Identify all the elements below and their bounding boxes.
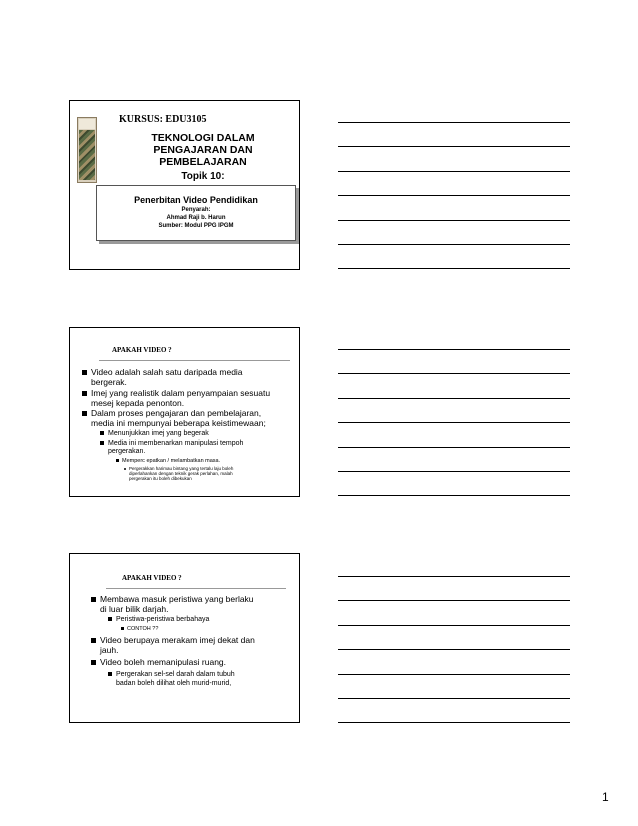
note-line <box>338 576 570 577</box>
square-bullet-icon <box>116 459 119 462</box>
bullet-continuation: media ini mempunyai beberapa keistimewaan; <box>91 418 266 428</box>
square-bullet-icon <box>82 411 87 416</box>
square-bullet-icon <box>100 441 104 445</box>
square-bullet-icon <box>91 638 96 643</box>
subtitle-box <box>96 185 296 241</box>
bullet-continuation: di luar bilik darjah. <box>100 604 169 614</box>
sub-bullet-continuation: badan boleh dilihat oleh murid-murid, <box>116 680 232 687</box>
sub-bullet-continuation: pergerakan. <box>108 448 146 455</box>
note-line <box>338 398 570 399</box>
sub-sub-bullet-item: CONTOH ?? <box>121 626 158 632</box>
square-bullet-icon <box>108 617 112 621</box>
title-line: PEMBELAJARAN <box>159 156 247 168</box>
note-line <box>338 422 570 423</box>
note-line <box>338 122 570 123</box>
sub-sub-bullet-item: Memperc epatkan / melambatkan masa. <box>116 458 220 464</box>
bullet-item: Video berupaya merakam imej dekat dan <box>91 636 255 646</box>
slide-heading: APAKAH VIDEO ? <box>112 346 172 354</box>
bullet-continuation: jauh. <box>100 645 119 655</box>
slide-2 <box>69 327 300 497</box>
note-line <box>338 649 570 650</box>
detail-continuation: diperlahankan dengan teknik gerak perlahan, malah <box>129 471 233 476</box>
course-code: KURSUS: EDU3105 <box>119 114 207 125</box>
note-line <box>338 171 570 172</box>
bullet-item: Dalam proses pengajaran dan pembelajaran, <box>82 409 261 419</box>
bullet-continuation: bergerak. <box>91 377 127 387</box>
bullet-item: Membawa masuk peristiwa yang berlaku <box>91 595 254 605</box>
note-line <box>338 722 570 723</box>
page-number: 1 <box>602 790 609 804</box>
heading-rule <box>99 360 290 361</box>
slide-1 <box>69 100 300 270</box>
sub-bullet-item: Menunjukkan imej yang begerak <box>100 430 209 438</box>
note-line <box>338 195 570 196</box>
title-line: TEKNOLOGI DALAM <box>151 132 255 144</box>
dot-bullet-icon <box>124 468 126 470</box>
note-line <box>338 447 570 448</box>
sub-bullet-item: Peristiwa-peristiwa berbahaya <box>108 616 209 624</box>
square-bullet-icon <box>91 597 96 602</box>
bullet-item: Video boleh memanipulasi ruang. <box>91 658 226 668</box>
note-line <box>338 268 570 269</box>
subtitle-title: Penerbitan Video Pendidikan <box>134 195 258 205</box>
square-bullet-icon <box>91 660 96 665</box>
note-line <box>338 495 570 496</box>
note-line <box>338 373 570 374</box>
slide-title <box>118 132 288 168</box>
note-line <box>338 471 570 472</box>
slide-3 <box>69 553 300 723</box>
square-bullet-icon <box>108 672 112 676</box>
bullet-continuation: mesej kepada penonton. <box>91 398 185 408</box>
heading-rule <box>106 588 286 589</box>
source-line: Sumber: Modul PPG IPGM <box>158 223 234 229</box>
title-line: PENGAJARAN DAN <box>153 144 253 156</box>
note-line <box>338 698 570 699</box>
bullet-item: Video adalah salah satu daripada media <box>82 368 243 378</box>
square-bullet-icon <box>82 370 87 375</box>
sub-bullet-item: Media ini membenarkan manipulasi tempoh <box>100 440 243 448</box>
note-line <box>338 349 570 350</box>
book-cover-image <box>77 117 97 183</box>
detail-continuation: pergerakan itu boleh dibekukan <box>129 476 192 481</box>
presenter-name: Ahmad Raji b. Harun <box>166 215 226 221</box>
square-bullet-icon <box>121 627 124 630</box>
bullet-item: Imej yang realistik dalam penyampaian sesuatu <box>82 389 270 399</box>
note-line <box>338 625 570 626</box>
slide-heading: APAKAH VIDEO ? <box>122 574 182 582</box>
sub-bullet-item: Pergerakan sel-sel darah dalam tubuh <box>108 671 235 679</box>
note-line <box>338 244 570 245</box>
topic-label: Topik 10: <box>181 171 225 182</box>
note-line <box>338 146 570 147</box>
note-line <box>338 674 570 675</box>
note-line <box>338 220 570 221</box>
note-line <box>338 600 570 601</box>
square-bullet-icon <box>100 431 104 435</box>
square-bullet-icon <box>82 391 87 396</box>
detail-bullet-item: Pergerakkan harimau bintang yang tertalu laju boleh <box>124 466 233 471</box>
presenter-label: Penyarah: <box>181 207 211 213</box>
